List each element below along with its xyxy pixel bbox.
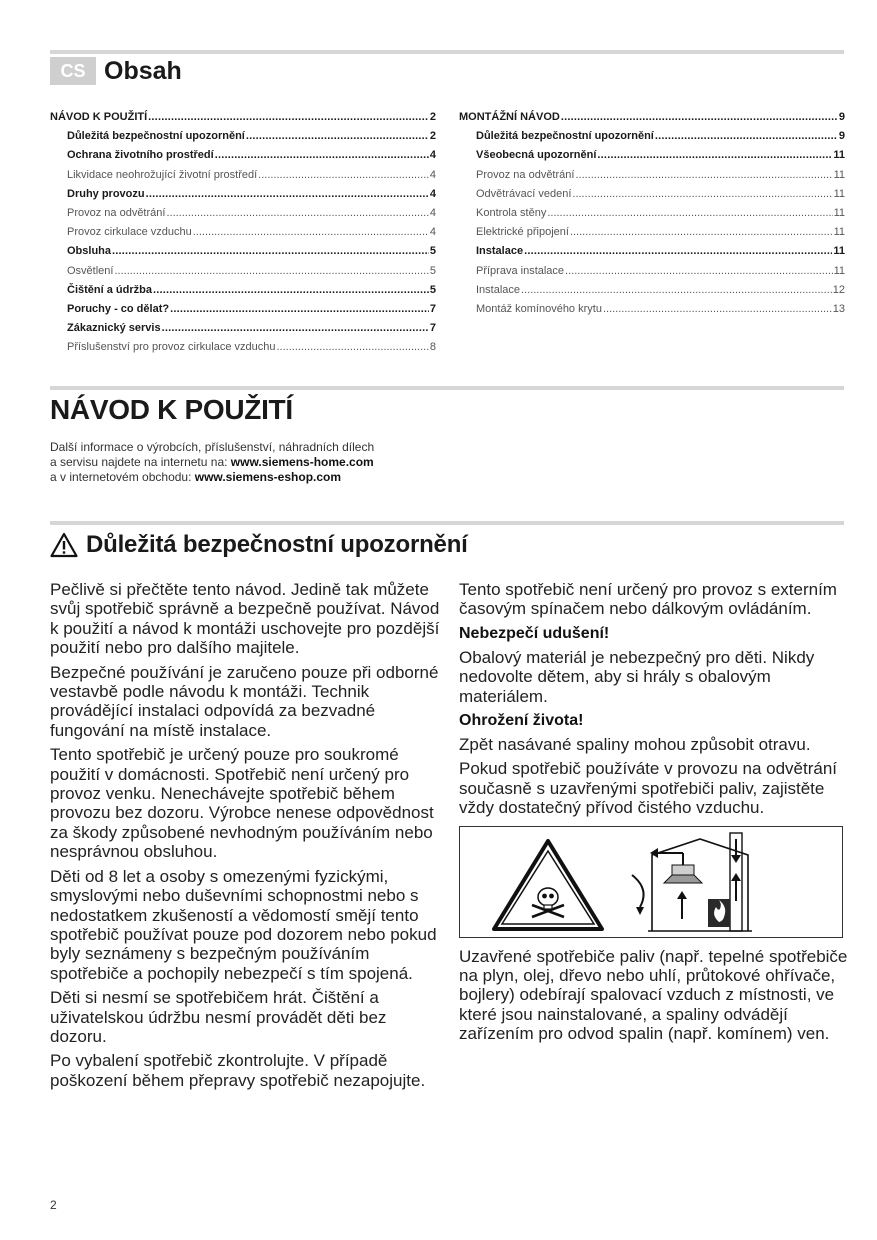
toc-title: Obsah	[104, 57, 182, 85]
toc-entry-page: 7	[429, 302, 436, 315]
toc-dot-leader	[258, 166, 429, 185]
toc-dot-leader	[575, 166, 832, 185]
toc-entry-title: Kontrola stěny	[476, 206, 547, 219]
toc-entry-page: 4	[429, 226, 436, 239]
toc-entry-title: Příslušenství pro provoz cirkulace vzduchu	[67, 341, 276, 354]
safety-paragraph: Děti si nesmí se spotřebičem hrát. Čištění a uživatelskou údržbu nesmí provádět děti bez dozoru.	[50, 988, 387, 1046]
toc-entry-page: 8	[429, 341, 436, 354]
toc-entry[interactable]	[459, 127, 845, 146]
toc-entry[interactable]	[459, 242, 845, 261]
info-line-3	[50, 470, 374, 485]
toc-dot-leader	[597, 146, 832, 165]
toc-right-column	[459, 108, 845, 319]
info-line-2	[50, 455, 374, 470]
toc-dot-leader	[193, 223, 429, 242]
siemens-home-link[interactable]: www.siemens-home.com	[230, 455, 374, 469]
life-danger-heading: Ohrožení života!	[459, 712, 584, 730]
safety-right-column	[459, 580, 851, 1049]
toc-dot-leader	[565, 262, 833, 281]
toc-entry-title: Elektrické připojení	[476, 226, 569, 239]
safety-paragraph: Děti od 8 let a osoby s omezenými fyzickými, smyslovými nebo duševními schopnostmi nebo s nedostatkem zkušeností a vědomostí smějí tento spotřebič používat pouze pod dozorem nebo pokud byly seznámeny s bezpečným používáním spotřebiče a pochopily nebezpečí s tím spojená.	[50, 866, 437, 983]
life-danger-paragraph-1: Zpět nasávané spaliny mohou způsobit otravu.	[459, 735, 811, 755]
toc-entry-page: 13	[832, 302, 845, 315]
suffocation-heading: Nebezpečí udušení!	[459, 624, 610, 642]
toc-entry-page: 7	[429, 322, 436, 335]
toc-entry[interactable]	[50, 127, 436, 146]
siemens-eshop-link[interactable]: www.siemens-eshop.com	[194, 470, 342, 484]
toc-entry[interactable]	[459, 108, 845, 127]
toc-entry[interactable]	[50, 338, 436, 357]
stove-fire-icon	[708, 899, 730, 927]
toc-entry[interactable]	[459, 281, 845, 300]
info-line-2-text: a servisu najdete na internetu na:	[50, 455, 231, 469]
toc-entry-title: Druhy provozu	[67, 187, 145, 200]
toc-entry-page: 9	[838, 130, 845, 143]
flue-gas-illustration	[459, 826, 843, 938]
toc-entry-page: 2	[429, 111, 436, 123]
toc-entry[interactable]	[459, 300, 845, 319]
toc-dot-leader	[148, 108, 429, 127]
toc-dot-leader	[572, 185, 832, 204]
toc-entry-page: 9	[838, 111, 845, 123]
safety-paragraph: Bezpečné používání je zaručeno pouze při odborné vestavbě podle návodu k montáži. Technik provádějící instalaci odpovídá za bezvadné fungování na místě instalace.	[50, 662, 439, 740]
toc-entry-title: NÁVOD K POUŽITÍ	[50, 111, 148, 123]
toc-dot-leader	[112, 242, 429, 261]
life-danger-paragraph-2: Pokud spotřebič používáte v provozu na odvětrání současně s uzavřenými spotřebiči paliv, zajistěte vždy dostatečný přívod čistého vzduchu.	[459, 759, 838, 818]
toc-entry-title: Provoz na odvětrání	[476, 168, 575, 181]
toc-entry-title: Provoz cirkulace vzduchu	[67, 226, 192, 239]
toc-entry-page: 5	[429, 283, 436, 296]
toc-dot-leader	[215, 146, 429, 165]
toc-entry-page: 11	[833, 206, 845, 219]
toc-entry[interactable]	[459, 262, 845, 281]
toc-entry-page: 11	[833, 187, 845, 200]
toc-entry[interactable]	[50, 300, 436, 319]
toc-dot-leader	[146, 185, 429, 204]
toc-entry-page: 4	[429, 168, 436, 181]
external-timer-paragraph: Tento spotřebič není určený pro provoz s externím časovým spínačem nebo dálkovým ovládáním.	[459, 580, 837, 619]
toc-entry-title: Zákaznický servis	[67, 322, 161, 335]
toc-entry-page: 11	[833, 245, 845, 258]
online-info	[50, 440, 374, 485]
toc-entry-title: Montáž komínového krytu	[476, 302, 602, 315]
toc-entry-page: 11	[833, 149, 845, 162]
toc-entry-page: 11	[833, 226, 845, 239]
toc-dot-leader	[655, 127, 838, 146]
toc-dot-leader	[547, 204, 832, 223]
toc-entry[interactable]	[459, 185, 845, 204]
toc-dot-leader	[114, 262, 428, 281]
toc-entry-title: Důležitá bezpečnostní upozornění	[476, 130, 654, 143]
toc-entry[interactable]	[50, 281, 436, 300]
suffocation-paragraph: Obalový materiál je nebezpečný pro děti. Nikdy nedovolte dětem, aby si hrály s obalovým materiálem.	[459, 647, 815, 706]
toc-entry-title: Osvětlení	[67, 264, 114, 277]
closed-fuel-appliances-paragraph: Uzavřené spotřebiče paliv (např. tepelné spotřebiče na plyn, olej, dřevo nebo uhlí, průtokové ohřívače, bojlery) odebírají spalovací vzduch z místnosti, ve které jsou nainstalované, a spaliny odvádějí zařízením pro odvod spalin (např. komínem) ven.	[459, 946, 848, 1044]
toc-entry-page: 11	[833, 168, 845, 181]
toc-entry[interactable]	[50, 108, 436, 127]
toc-entry-title: Příprava instalace	[476, 264, 565, 277]
info-line-3-text: a v internetovém obchodu:	[50, 470, 195, 484]
toc-entry[interactable]	[50, 242, 436, 261]
toc-entry[interactable]	[459, 166, 845, 185]
toc-entry-page: 4	[429, 206, 436, 219]
toc-entry-title: Instalace	[476, 245, 524, 258]
toc-entry-page: 4	[429, 149, 436, 162]
toc-entry-title: Poruchy - co dělat?	[67, 302, 170, 315]
toc-entry[interactable]	[459, 223, 845, 242]
toc-entry[interactable]	[50, 262, 436, 281]
toc-entry-title: MONTÁŽNÍ NÁVOD	[459, 111, 560, 123]
warning-triangle-icon	[50, 532, 78, 558]
toc-entry-title: Instalace	[476, 283, 521, 296]
toc-entry[interactable]	[50, 166, 436, 185]
toc-entry-title: Ochrana životního prostředí	[67, 149, 214, 162]
toc-entry[interactable]	[50, 146, 436, 165]
info-line-1: Další informace o výrobcích, příslušenství, náhradních dílech	[50, 440, 375, 454]
safety-paragraph: Tento spotřebič je určený pouze pro soukromé použití v domácnosti. Spotřebič není určený pro provoz venku. Nenechávejte spotřebič během provozu bez dozoru. Výrobce nenese odpovědnost za škody způsobené nevhodným používáním nebo nesprávnou obsluhou.	[50, 745, 434, 862]
toc-dot-leader	[276, 338, 428, 357]
flue-gas-diagram	[460, 827, 842, 937]
toc-entry-page: 12	[832, 283, 845, 296]
toc-entry-title: Čištění a údržba	[67, 283, 152, 296]
toc-dot-leader	[561, 108, 838, 127]
toc-entry-title: Likvidace neohrožující životní prostředí	[67, 168, 258, 181]
language-badge: CS	[50, 57, 96, 85]
toc-entry-page: 2	[429, 130, 436, 143]
toc-entry-title: Všeobecná upozornění	[476, 149, 597, 162]
toc-entry[interactable]	[459, 146, 845, 165]
toc-dot-leader	[153, 281, 429, 300]
toc-entry-page: 5	[429, 245, 436, 258]
safety-paragraph: Po vybalení spotřebič zkontrolujte. V případě poškození během přepravy spotřebič nezapojujte.	[50, 1051, 426, 1090]
section-divider-safety	[50, 521, 844, 525]
toc-left-column	[50, 108, 436, 357]
navod-title: NÁVOD K POUŽITÍ	[50, 394, 293, 425]
toc-entry-title: Odvětrávací vedení	[476, 187, 572, 200]
toc-entry[interactable]	[459, 204, 845, 223]
toc-dot-leader	[162, 319, 429, 338]
toc-dot-leader	[603, 300, 832, 319]
toc-entry-title: Provoz na odvětrání	[67, 206, 166, 219]
toc-dot-leader	[524, 242, 832, 261]
safety-paragraph: Pečlivě si přečtěte tento návod. Jedině tak můžete svůj spotřebič správně a bezpečně používat. Návod k použití a návod k montáži uschovejte pro pozdější použití nebo pro dalšího majitele.	[50, 580, 440, 658]
toc-dot-leader	[570, 223, 833, 242]
toc-entry-title: Důležitá bezpečnostní upozornění	[67, 130, 245, 143]
toc-dot-leader	[246, 127, 429, 146]
toc-dot-leader	[521, 281, 832, 300]
toc-entry-page: 11	[833, 264, 845, 277]
toc-entry-page: 4	[429, 187, 436, 200]
safety-title: Důležitá bezpečnostní upozornění	[86, 531, 468, 558]
toc-entry[interactable]	[50, 204, 436, 223]
toc-entry[interactable]	[50, 185, 436, 204]
toc-entry[interactable]	[50, 223, 436, 242]
section-divider-navod	[50, 386, 844, 390]
toc-entry-page: 5	[429, 264, 436, 277]
toc-dot-leader	[166, 204, 428, 223]
top-divider	[50, 50, 844, 54]
page-number: 2	[50, 1198, 57, 1212]
toc-dot-leader	[170, 300, 429, 319]
toc-entry[interactable]	[50, 319, 436, 338]
safety-left-column	[50, 580, 442, 1095]
safety-heading	[50, 530, 468, 560]
toc-entry-title: Obsluha	[67, 245, 112, 258]
poison-warning-icon	[494, 841, 602, 929]
